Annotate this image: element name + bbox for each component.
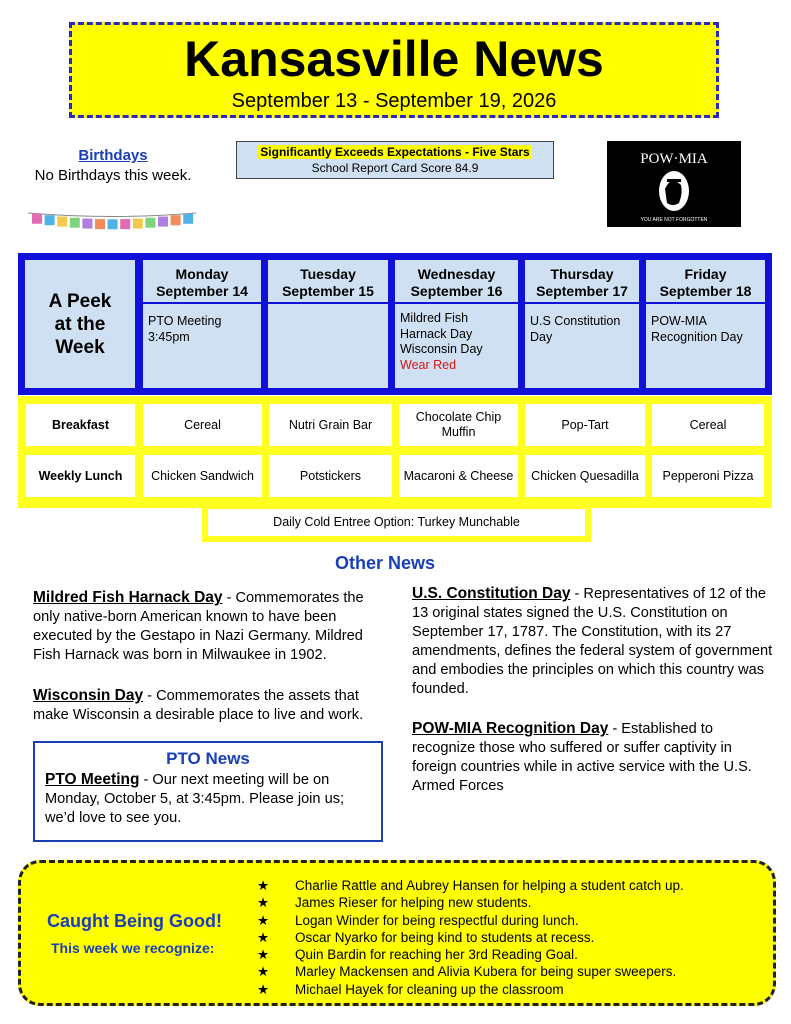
lunch-item: Chicken Quesadilla	[525, 455, 645, 497]
caught-being-good-title: Caught Being Good!	[47, 911, 222, 931]
week-label	[25, 260, 135, 388]
recognition-item	[257, 894, 684, 911]
recognition-item	[257, 912, 684, 929]
day-name: Friday	[684, 266, 727, 282]
star-icon: ★	[257, 895, 270, 911]
pto-news-body	[45, 770, 371, 828]
lunch-item: Potstickers	[269, 455, 392, 497]
day-header-1	[268, 260, 388, 302]
breakfast-item: Nutri Grain Bar	[269, 404, 392, 446]
recognition-text: Logan Winder for being respectful during lunch.	[295, 912, 579, 928]
day-header-2	[395, 260, 518, 302]
day-events-1	[268, 304, 388, 388]
lunch-label: Weekly Lunch	[26, 455, 135, 497]
day-header-3	[525, 260, 639, 302]
newsletter-dates: September 13 - September 19, 2026	[231, 90, 557, 112]
day-date: September 15	[282, 283, 374, 299]
caught-being-good-subtitle: This week we recognize:	[51, 940, 215, 956]
day-events-4	[646, 304, 765, 388]
news-item-fish-harnack	[33, 588, 393, 665]
day-events-2	[395, 304, 518, 388]
day-event: Mildred Fish Harnack Day	[400, 311, 473, 341]
birthdays-title: Birthdays	[78, 147, 148, 164]
breakfast-item: Chocolate Chip Muffin	[399, 404, 518, 446]
recognition-text: Marley Mackensen and Alivia Kubera for being super sweepers.	[295, 964, 677, 980]
news-item-constitution-day	[412, 584, 777, 699]
lunch-item: Macaroni & Cheese	[399, 455, 518, 497]
day-event: U.S Constitution Day	[530, 314, 621, 344]
recognition-item	[257, 981, 684, 998]
report-card-score: School Report Card Score 84.9	[311, 161, 479, 175]
pow-mia-flag-image	[607, 141, 741, 227]
pto-news-box	[33, 741, 383, 842]
news-heading: Mildred Fish Harnack Day	[33, 589, 223, 606]
pto-news-title: PTO News	[166, 749, 250, 768]
caught-being-good-box	[18, 860, 776, 1006]
week-calendar	[18, 253, 772, 395]
day-date: September 18	[659, 283, 752, 299]
recognition-item	[257, 929, 684, 946]
other-news-title: Other News	[334, 553, 436, 573]
day-name: Thursday	[550, 266, 614, 282]
star-icon: ★	[257, 947, 270, 963]
breakfast-label: Breakfast	[26, 404, 135, 446]
news-text: - Commemorates the only native-born American known to have been executed by the Gestapo in Nazi Germany. Mildred Fish Harnack was born in Milwaukee in 1902.	[33, 590, 364, 663]
day-events-3	[525, 304, 639, 388]
recognition-item	[257, 946, 684, 963]
star-icon: ★	[257, 929, 270, 945]
news-text: - Representatives of 12 of the 13 original states signed the U.S. Constitution on September 17, 1787. The Constitution, with its 27 amendments, defines the federal system of government and embodies the principles on which this country was founded.	[412, 586, 773, 697]
news-heading: POW-MIA Recognition Day	[412, 720, 609, 737]
week-label-text: A Peek at the Week	[48, 290, 112, 358]
birthday-banner-image	[26, 210, 198, 232]
newsletter-title: Kansasville News	[184, 31, 604, 87]
news-text: - Established to recognize those who suffered or suffer captivity in foreign countries while in active service with the U.S. Armed Forces	[412, 721, 752, 794]
breakfast-item: Pop-Tart	[525, 404, 645, 446]
news-heading: U.S. Constitution Day	[412, 585, 571, 602]
flag-top-text: POW·MIA	[640, 151, 708, 167]
day-event: Wisconsin Day	[400, 342, 483, 356]
lunch-item: Pepperoni Pizza	[652, 455, 764, 497]
birthdays-section	[28, 146, 198, 186]
birthdays-text: No Birthdays this week.	[34, 167, 192, 184]
recognition-list	[257, 877, 684, 998]
news-item-pow-mia-day	[412, 719, 777, 796]
recognition-text: James Rieser for helping new students.	[295, 895, 532, 911]
menu-table	[18, 396, 772, 508]
report-card-box	[236, 141, 554, 179]
recognition-text: Charlie Rattle and Aubrey Hansen for helping a student catch up.	[295, 878, 684, 893]
lunch-item: Chicken Sandwich	[143, 455, 262, 497]
star-icon: ★	[257, 912, 270, 928]
pto-text: - Our next meeting will be on Monday, October 5, at 3:45pm. Please join us; we’d love to see you.	[45, 772, 345, 826]
day-name: Tuesday	[300, 266, 356, 282]
breakfast-item: Cereal	[652, 404, 764, 446]
day-event-highlight: Wear Red	[400, 357, 457, 372]
flag-bottom-text: YOU ARE NOT FORGOTTEN	[640, 217, 708, 223]
recognition-item	[257, 963, 684, 980]
news-text: - Commemorates the assets that make Wisconsin a desirable place to live and work.	[33, 688, 364, 723]
star-icon: ★	[257, 964, 270, 980]
recognition-text: Michael Hayek for cleaning up the classroom	[295, 981, 564, 997]
day-events-0	[143, 304, 261, 388]
breakfast-item: Cereal	[143, 404, 262, 446]
day-date: September 14	[156, 283, 248, 299]
day-date: September 16	[410, 283, 503, 299]
recognition-text: Quin Bardin for reaching her 3rd Reading Goal.	[295, 947, 578, 963]
day-date: September 17	[536, 283, 628, 299]
newsletter-header	[69, 22, 719, 118]
star-icon: ★	[257, 878, 270, 893]
day-name: Monday	[175, 266, 229, 282]
day-header-0	[143, 260, 261, 302]
day-name: Wednesday	[417, 266, 496, 282]
day-header-4	[646, 260, 765, 302]
cold-entree-text: Daily Cold Entree Option: Turkey Munchable	[208, 509, 585, 536]
pto-heading: PTO Meeting	[45, 771, 140, 788]
cold-entree-box	[202, 506, 591, 542]
report-card-rating: Significantly Exceeds Expectations - Five Stars	[260, 145, 530, 159]
recognition-text: Oscar Nyarko for being kind to students at recess.	[295, 929, 595, 945]
news-heading: Wisconsin Day	[33, 687, 144, 704]
recognition-item	[257, 877, 684, 894]
star-icon: ★	[257, 981, 270, 997]
day-event: PTO Meeting 3:45pm	[148, 314, 222, 344]
day-event: POW-MIA Recognition Day	[651, 314, 743, 344]
news-item-wisconsin-day	[33, 686, 393, 725]
